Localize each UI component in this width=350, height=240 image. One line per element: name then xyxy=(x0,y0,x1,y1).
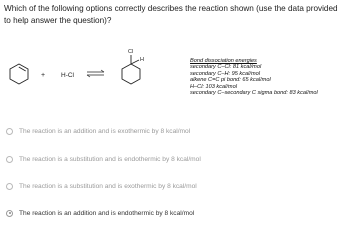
cyclohexene-structure xyxy=(10,64,28,84)
answer-option-1[interactable] xyxy=(6,125,190,137)
radio-button[interactable] xyxy=(6,183,13,190)
radio-button-selected[interactable] xyxy=(6,210,13,217)
answer-option-label: The reaction is an addition and is endothermic by 8 kcal/mol xyxy=(19,209,195,217)
answer-option-label: The reaction is a substitution and is exothermic by 8 kcal/mol xyxy=(19,182,197,190)
equilibrium-arrows-icon xyxy=(87,70,104,77)
radio-button[interactable] xyxy=(6,128,13,135)
bond-energy-line: secondary C–secondary C sigma bond: 83 kcal/mol xyxy=(190,90,318,97)
answer-option-label: The reaction is an addition and is exothermic by 8 kcal/mol xyxy=(19,127,191,135)
question-text: Which of the following options correctly describes the reaction shown (use the data provided to help answer the question)? xyxy=(4,4,338,25)
chlorocyclohexane-structure xyxy=(122,55,140,84)
plus-sign: + xyxy=(41,72,46,79)
hcl-reagent: H-Cl xyxy=(61,72,74,79)
answer-option-3[interactable] xyxy=(6,180,197,192)
hydrogen-label: H xyxy=(140,57,144,63)
bond-energy-line: alkene C=C pi bond: 65 kcal/mol xyxy=(190,77,271,84)
bond-energy-title: Bond dissociation energies xyxy=(190,58,257,64)
bond-energy-line: H–Cl: 103 kcal/mol xyxy=(190,83,237,90)
chlorine-label: Cl xyxy=(128,49,134,55)
radio-button[interactable] xyxy=(6,156,13,163)
answer-option-label: The reaction is a substitution and is endothermic by 8 kcal/mol xyxy=(19,155,201,163)
reaction-scheme xyxy=(0,44,186,100)
bond-energy-table xyxy=(190,58,318,96)
answer-option-2[interactable] xyxy=(6,153,201,165)
answer-option-4[interactable] xyxy=(6,207,194,219)
bond-energy-line: secondary C–H: 95 kcal/mol xyxy=(190,70,260,77)
bond-energy-line: secondary C–Cl: 81 kcal/mol xyxy=(190,64,262,71)
